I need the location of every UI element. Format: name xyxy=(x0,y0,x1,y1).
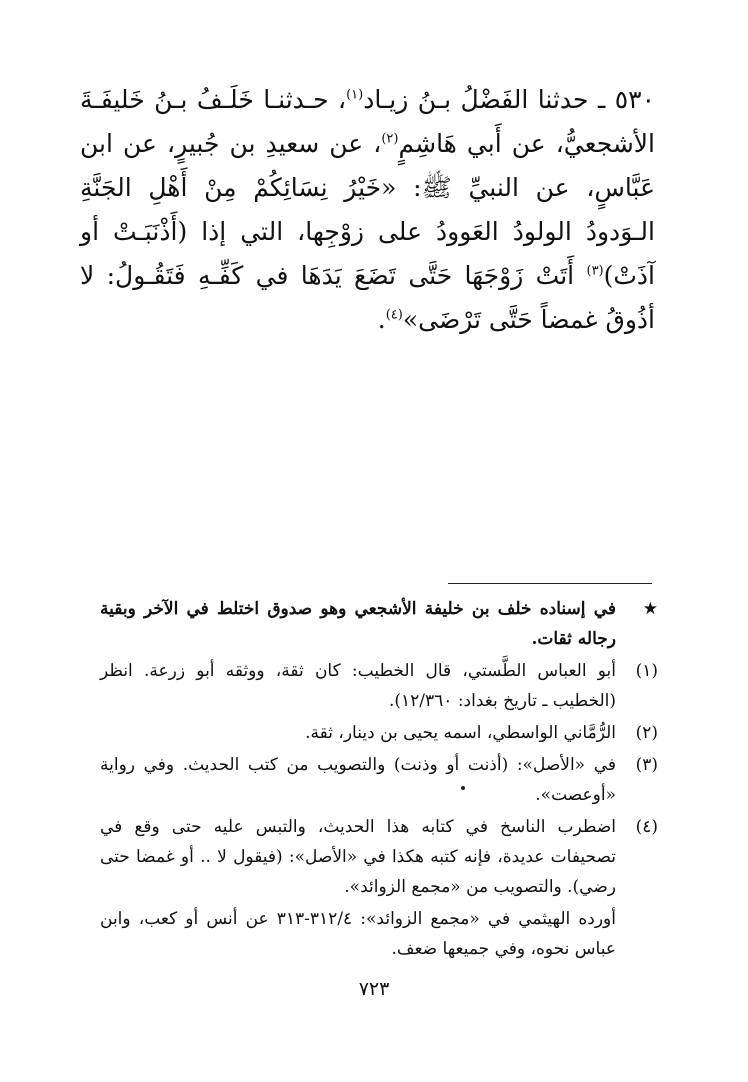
footnote-text: في «الأصل»: (أذنت أو وذنت) والتصويب من كتب الحديث. وفي رواية «أوعصت». xyxy=(100,755,616,805)
footnote-ref[interactable]: (٣) xyxy=(586,263,604,279)
footnote-text: في إسناده خلف بن خليفة الأشجعي وهو صدوق اختلط في الآخر وبقية رجاله ثقات. xyxy=(100,599,616,649)
footnote-item xyxy=(100,750,658,810)
footnote-item xyxy=(100,594,658,654)
stray-dot xyxy=(461,786,465,790)
footnotes xyxy=(100,594,658,964)
hadith-segment: أَتَتْ زَوْجَهَا حَتَّى تَضَعَ يَدَهَا في كَفِّـهِ فَتَقُـولُ: لا أذُوقُ غمضاً حَتَّى تَرْضَى» xyxy=(80,261,655,334)
footnote-marker: (٣) xyxy=(635,755,658,775)
footnote-text: اضطرب الناسخ في كتابه هذا الحديث، والتبس عليه حتى وقع في تصحيفات عديدة، فإنه كتبه هكذا في «الأصل»: (فيقول لا .. أو غمضا حتى رضي). والتصويب من «مجمع الزوائد». xyxy=(100,817,616,897)
page-number: ٧٢٣ xyxy=(358,978,390,1000)
hadith-dash: ـ xyxy=(597,85,606,114)
hadith-number: ٥٣٠ xyxy=(614,85,656,114)
footnote-divider xyxy=(448,583,652,584)
footnote-ref[interactable]: (١) xyxy=(346,87,364,103)
hadith-segment: حدثنا الفَضْلُ بـنُ زيـاد xyxy=(363,85,589,114)
footnote-ref[interactable]: (٢) xyxy=(381,131,399,147)
footnote-text: الرُّمَّاني الواسطي، اسمه يحيى بن دينار، ثقة. xyxy=(305,723,616,743)
hadith-text xyxy=(80,78,655,342)
hadith-end: . xyxy=(377,305,386,334)
footnote-continuation: أورده الهيثمي في «مجمع الزوائد»: ٣١٢/٤-٣١٣ عن أنس أو كعب، وابن عباس نحوه، وفي جميعها ضعف. xyxy=(100,909,616,959)
footnote-ref[interactable]: (٤) xyxy=(385,307,403,323)
hadith-segment: ، حـدثنـا خَلَـفُ بـنُ خَليفَـةَ الأشجعيُّ، عن أَبي هَاشِمٍ xyxy=(80,85,655,158)
footnote-item xyxy=(100,812,658,902)
footnote-marker: (١) xyxy=(635,661,658,681)
footnote-item xyxy=(100,718,658,748)
hadith-segment: ، عن سعيدِ بن جُبيرٍ، عن ابن عَبَّاسٍ، عن النبيِّ ﷺ: «خَيْرُ نِسَائِكُمْ مِنْ أَهْلِ الجَنَّةِ الـوَدودُ الولودُ العَوودُ على زوْجِها، التي إذا (أَذْنَبَـتْ أو آذَتْ) xyxy=(80,129,655,290)
footnote-marker: (٢) xyxy=(635,723,658,743)
footnote-text: أبو العباس الطَّستي، قال الخطيب: كان ثقة، ووثقه أبو زرعة. انظر (الخطيب ـ تاريخ بغداد: ١٢/٣٦٠). xyxy=(100,661,616,711)
footnote-marker: (٤) xyxy=(635,817,658,837)
footnote-marker: ★ xyxy=(642,599,658,619)
footnote-item xyxy=(100,656,658,716)
